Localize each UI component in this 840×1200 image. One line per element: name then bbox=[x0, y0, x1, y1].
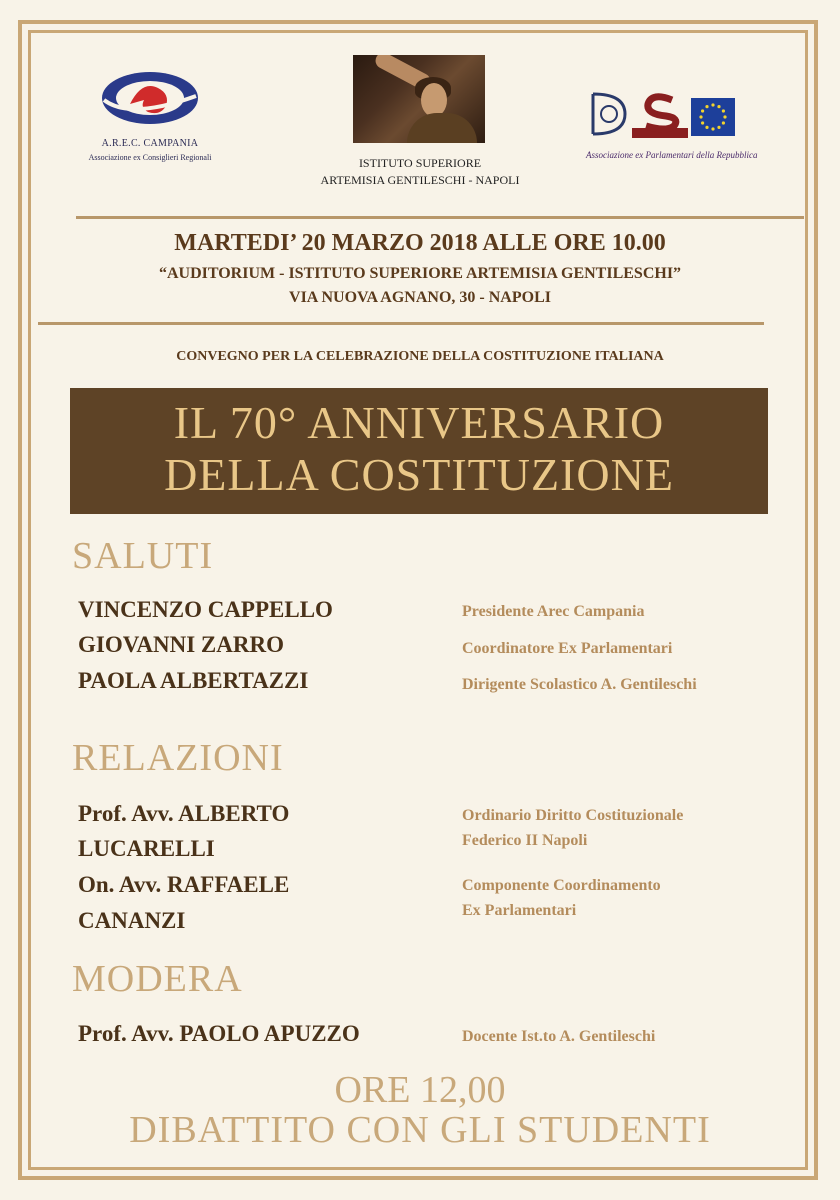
artemisia-painting-image bbox=[353, 55, 485, 143]
closing-time: ORE 12,00 bbox=[334, 1069, 506, 1111]
divider-top bbox=[76, 216, 804, 219]
relatore-role-line2: Ex Parlamentari bbox=[462, 902, 577, 919]
arec-subtitle: Associazione ex Consiglieri Regionali bbox=[88, 153, 212, 162]
camera-deputati-logo bbox=[585, 88, 631, 140]
saluti-role: Dirigente Scolastico A. Gentileschi bbox=[462, 676, 697, 693]
saluti-role: Coordinatore Ex Parlamentari bbox=[462, 640, 673, 657]
relazioni-heading: RELAZIONI bbox=[72, 737, 284, 779]
modera-heading: MODERA bbox=[72, 958, 243, 1000]
relatore-name-line1: On. Avv. RAFFAELE bbox=[78, 872, 290, 897]
saluti-name: PAOLA ALBERTAZZI bbox=[78, 668, 309, 693]
school-name-line1: ISTITUTO SUPERIORE bbox=[358, 156, 482, 170]
relatore-name-line2: LUCARELLI bbox=[78, 836, 215, 861]
relatore-name-line2: CANANZI bbox=[78, 908, 186, 933]
senato-logo bbox=[632, 92, 688, 138]
banner-title-line2: DELLA COSTITUZIONE bbox=[164, 449, 674, 500]
eu-flag-icon bbox=[691, 98, 735, 136]
saluti-name: GIOVANNI ZARRO bbox=[78, 632, 284, 657]
event-date: MARTEDI’ 20 MARZO 2018 ALLE ORE 10.00 bbox=[174, 230, 666, 256]
divider-middle bbox=[38, 322, 764, 325]
event-venue: “AUDITORIUM - ISTITUTO SUPERIORE ARTEMISIA GENTILESCHI” bbox=[158, 265, 682, 282]
event-address: VIA NUOVA AGNANO, 30 - NAPOLI bbox=[289, 289, 551, 306]
school-name-line2: ARTEMISIA GENTILESCHI - NAPOLI bbox=[320, 173, 520, 187]
relatore-role-line1: Ordinario Diritto Costituzionale bbox=[462, 807, 684, 824]
arec-campania-logo bbox=[100, 70, 200, 126]
saluti-role: Presidente Arec Campania bbox=[462, 603, 645, 620]
saluti-heading: SALUTI bbox=[72, 535, 214, 577]
moderatore-role: Docente Ist.to A. Gentileschi bbox=[462, 1028, 656, 1045]
arec-name: A.R.E.C. CAMPANIA bbox=[101, 138, 199, 149]
moderatore-name: Prof. Avv. PAOLO APUZZO bbox=[78, 1021, 360, 1046]
banner-title-line1: IL 70° ANNIVERSARIO bbox=[173, 397, 665, 448]
closing-debate: DIBATTITO CON GLI STUDENTI bbox=[129, 1109, 711, 1151]
convegno-subtitle: CONVEGNO PER LA CELEBRAZIONE DELLA COSTITUZIONE ITALIANA bbox=[176, 349, 664, 364]
relatore-role-line2: Federico II Napoli bbox=[462, 832, 588, 849]
saluti-name: VINCENZO CAPPELLO bbox=[78, 597, 333, 622]
assoc-caption: Associazione ex Parlamentari della Repubblica bbox=[586, 150, 758, 160]
title-banner bbox=[70, 388, 768, 514]
relatore-role-line1: Componente Coordinamento bbox=[462, 877, 661, 894]
relatore-name-line1: Prof. Avv. ALBERTO bbox=[78, 801, 290, 826]
